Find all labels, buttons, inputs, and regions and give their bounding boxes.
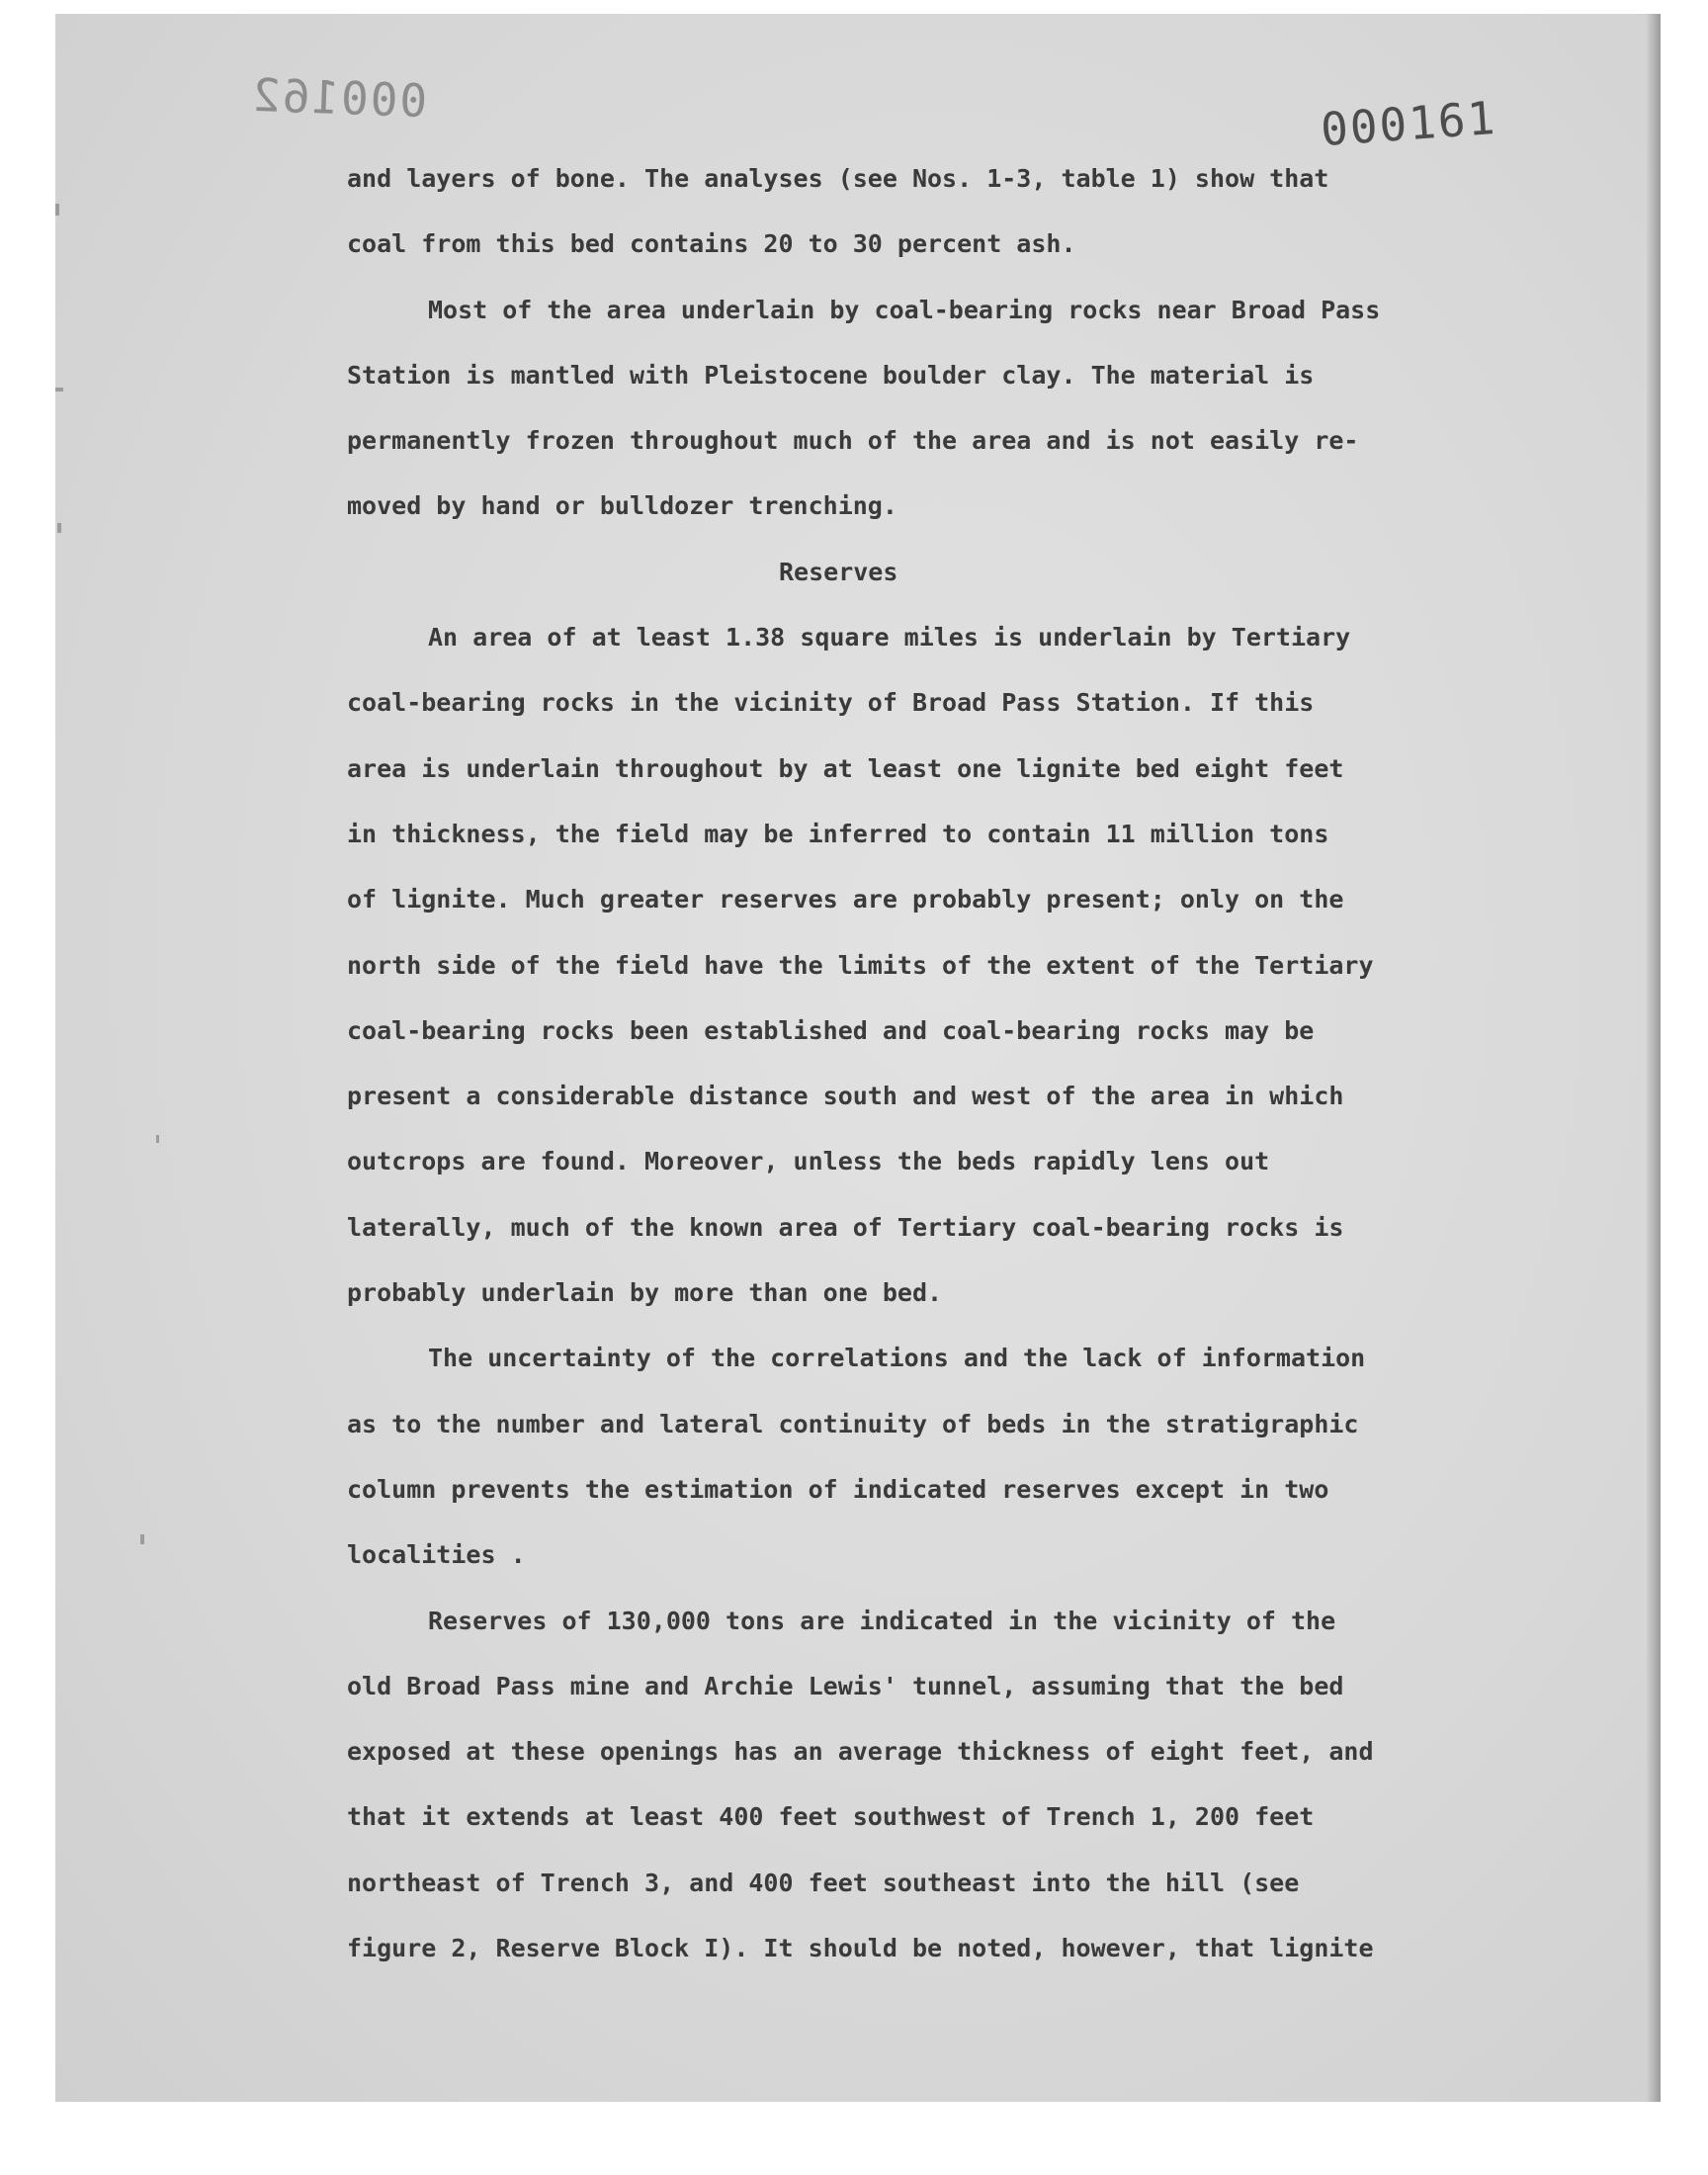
margin-speck: [156, 1135, 159, 1143]
text-line: in thickness, the field may be inferred to contain 11 million tons: [347, 819, 1329, 848]
page-number-stamp: 000161: [1319, 90, 1498, 157]
section-heading: Reserves: [779, 557, 898, 586]
document-page: [55, 14, 1661, 2102]
text-line: north side of the field have the limits of the extent of the Tertiary: [347, 950, 1374, 980]
margin-speck: [55, 204, 59, 216]
text-line: Station is mantled with Pleistocene boulder clay. The material is: [347, 360, 1315, 390]
text-line: coal-bearing rocks been established and coal-bearing rocks may be: [347, 1015, 1315, 1045]
text-line: localities .: [347, 1540, 526, 1570]
text-line: as to the number and lateral continuity of beds in the stratigraphic: [347, 1409, 1359, 1438]
text-line: laterally, much of the known area of Tertiary coal-bearing rocks is: [347, 1212, 1344, 1242]
text-line: The uncertainty of the correlations and the lack of information: [428, 1344, 1366, 1373]
margin-speck: [55, 388, 63, 392]
text-line: coal-bearing rocks in the vicinity of Broad Pass Station. If this: [347, 688, 1315, 718]
text-line: permanently frozen throughout much of the area and is not easily re-: [347, 426, 1359, 456]
text-line: coal from this bed contains 20 to 30 percent ash.: [347, 229, 1076, 259]
text-line: northeast of Trench 3, and 400 feet southeast into the hill (see: [347, 1868, 1300, 1897]
mirrored-page-stamp: 000162: [250, 67, 429, 129]
text-line: old Broad Pass mine and Archie Lewis' tunnel, assuming that the bed: [347, 1671, 1344, 1700]
document-body: [347, 146, 1632, 1981]
page-edge-shadow: [1647, 14, 1661, 2102]
text-line: area is underlain throughout by at least one lignite bed eight feet: [347, 753, 1344, 783]
text-line: exposed at these openings has an average thickness of eight feet, and: [347, 1737, 1374, 1767]
text-line: of lignite. Much greater reserves are probably present; only on the: [347, 885, 1344, 914]
text-line: Reserves of 130,000 tons are indicated in the vicinity of the: [428, 1606, 1336, 1635]
text-line: outcrops are found. Moreover, unless the beds rapidly lens out: [347, 1147, 1270, 1176]
text-line: and layers of bone. The analyses (see Nos. 1-3, table 1) show that: [347, 164, 1329, 193]
text-line: moved by hand or bulldozer trenching.: [347, 491, 897, 521]
text-line: present a considerable distance south and west of the area in which: [347, 1082, 1344, 1111]
text-line: Most of the area underlain by coal-bearing rocks near Broad Pass: [428, 295, 1381, 324]
text-line: probably underlain by more than one bed.: [347, 1278, 943, 1308]
margin-speck: [140, 1534, 144, 1544]
text-line: column prevents the estimation of indicated reserves except in two: [347, 1474, 1329, 1504]
text-line: figure 2, Reserve Block I). It should be noted, however, that lignite: [347, 1934, 1374, 1963]
margin-speck: [57, 523, 61, 533]
text-line: that it extends at least 400 feet southwest of Trench 1, 200 feet: [347, 1802, 1315, 1832]
text-line: An area of at least 1.38 square miles is underlain by Tertiary: [428, 623, 1351, 652]
